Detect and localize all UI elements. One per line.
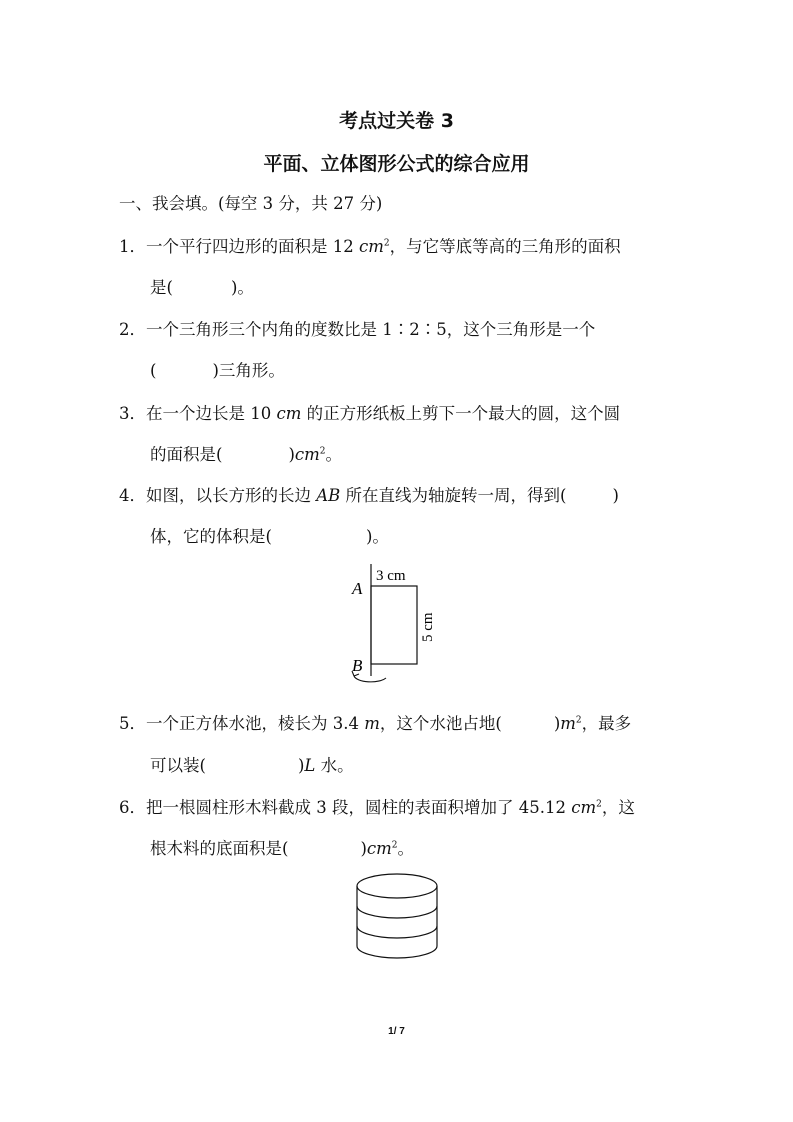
q4-text-c: ) <box>612 486 619 505</box>
question-2-line-2 <box>150 357 285 381</box>
q6-text-c: 根木料的底面积是( <box>150 839 289 858</box>
q6-text-b: ，这 <box>601 798 635 817</box>
cylinder-cut-line-2 <box>357 926 437 938</box>
q5-text-f: ) <box>297 756 305 775</box>
question-3-line-1 <box>119 400 620 424</box>
q6-sup: 2 <box>596 799 602 810</box>
q1-text-c: 是( <box>150 278 173 297</box>
q3-text-b: 的正方形纸板上剪下一个最大的圆，这个圆 <box>301 404 621 423</box>
width-label: 3 cm <box>376 568 406 584</box>
rotation-arc <box>354 676 386 682</box>
q1-unit: cm <box>358 237 384 256</box>
q6-unit: cm <box>571 798 597 817</box>
question-4-line-2 <box>150 523 389 547</box>
q1-text-d: )。 <box>230 278 254 297</box>
q1-text-a: 1．一个平行四边形的面积是 12 <box>119 237 359 256</box>
q1-sup: 2 <box>383 238 390 249</box>
question-2-line-1: 2．一个三角形三个内角的度数比是 1∶2∶5，这个三角形是一个 <box>119 320 596 339</box>
q6-sup-2: 2 <box>391 840 398 851</box>
q3-sup: 2 <box>319 446 326 457</box>
q4-text-b: 所在直线为轴旋转一周，得到( <box>340 486 567 505</box>
q3-unit-2: cm <box>294 445 320 464</box>
question-5-line-2 <box>150 752 354 776</box>
q3-text-a: 3．在一个边长是 10 <box>119 404 277 423</box>
question-1-line-1 <box>119 233 621 257</box>
rectangle-shape <box>371 586 417 664</box>
q4-text-e: )。 <box>365 527 389 546</box>
point-a-label: A <box>352 579 363 598</box>
q2-text-a: ( <box>150 361 157 380</box>
q6-unit-2: cm <box>366 839 392 858</box>
q5-text-e: 可以装( <box>150 756 206 775</box>
question-3-line-2 <box>150 441 342 465</box>
q5-unit-2: m <box>560 714 576 733</box>
height-label: 5 cm <box>420 612 436 642</box>
q6-text-a: 6．把一根圆柱形木料截成 3 段，圆柱的表面积增加了 45.12 <box>119 798 572 817</box>
q5-sup: 2 <box>575 715 582 726</box>
section-heading: 一、我会填。(每空 3 分，共 27 分) <box>119 194 383 213</box>
q5-text-d: ，最多 <box>581 714 632 733</box>
q5-text-g: 水。 <box>315 756 354 775</box>
question-6-line-2 <box>150 835 414 859</box>
page-subtitle: 平面、立体图形公式的综合应用 <box>263 153 530 175</box>
q5-unit-3: L <box>304 756 316 775</box>
q3-unit: cm <box>276 404 302 423</box>
cylinder-figure <box>350 866 444 964</box>
question-1-line-2 <box>150 274 254 298</box>
rectangle-rotation-figure <box>340 560 450 692</box>
question-6-line-1 <box>119 794 635 818</box>
q5-text-b: ，这个水池占地( <box>379 714 502 733</box>
q3-text-c: 的面积是( <box>150 445 223 464</box>
cylinder-bottom-arc <box>357 946 437 958</box>
q5-text-c: ) <box>553 714 561 733</box>
q5-unit: m <box>364 714 380 733</box>
point-b-label: B <box>352 656 363 675</box>
q2-text-b: )三角形。 <box>212 361 285 380</box>
q6-text-d: ) <box>360 839 367 858</box>
cylinder-cut-line-1 <box>357 906 437 918</box>
question-4-line-1 <box>119 482 619 506</box>
q6-text-e: 。 <box>397 839 414 858</box>
cylinder-top-ellipse <box>357 874 437 898</box>
q3-text-d: ) <box>288 445 295 464</box>
q4-text-d: 体，它的体积是( <box>150 527 272 546</box>
q4-text-a: 4．如图，以长方形的长边 <box>119 486 317 505</box>
page-title: 考点过关卷 3 <box>339 110 454 132</box>
question-5-line-1 <box>119 710 631 734</box>
q1-text-b: ，与它等底等高的三角形的面积 <box>389 237 621 256</box>
page-number: 1/ 7 <box>388 1026 405 1037</box>
q3-text-e: 。 <box>325 445 342 464</box>
q5-text-a: 5．一个正方体水池，棱长为 3.4 <box>119 714 365 733</box>
q4-ab-label: AB <box>316 486 341 505</box>
